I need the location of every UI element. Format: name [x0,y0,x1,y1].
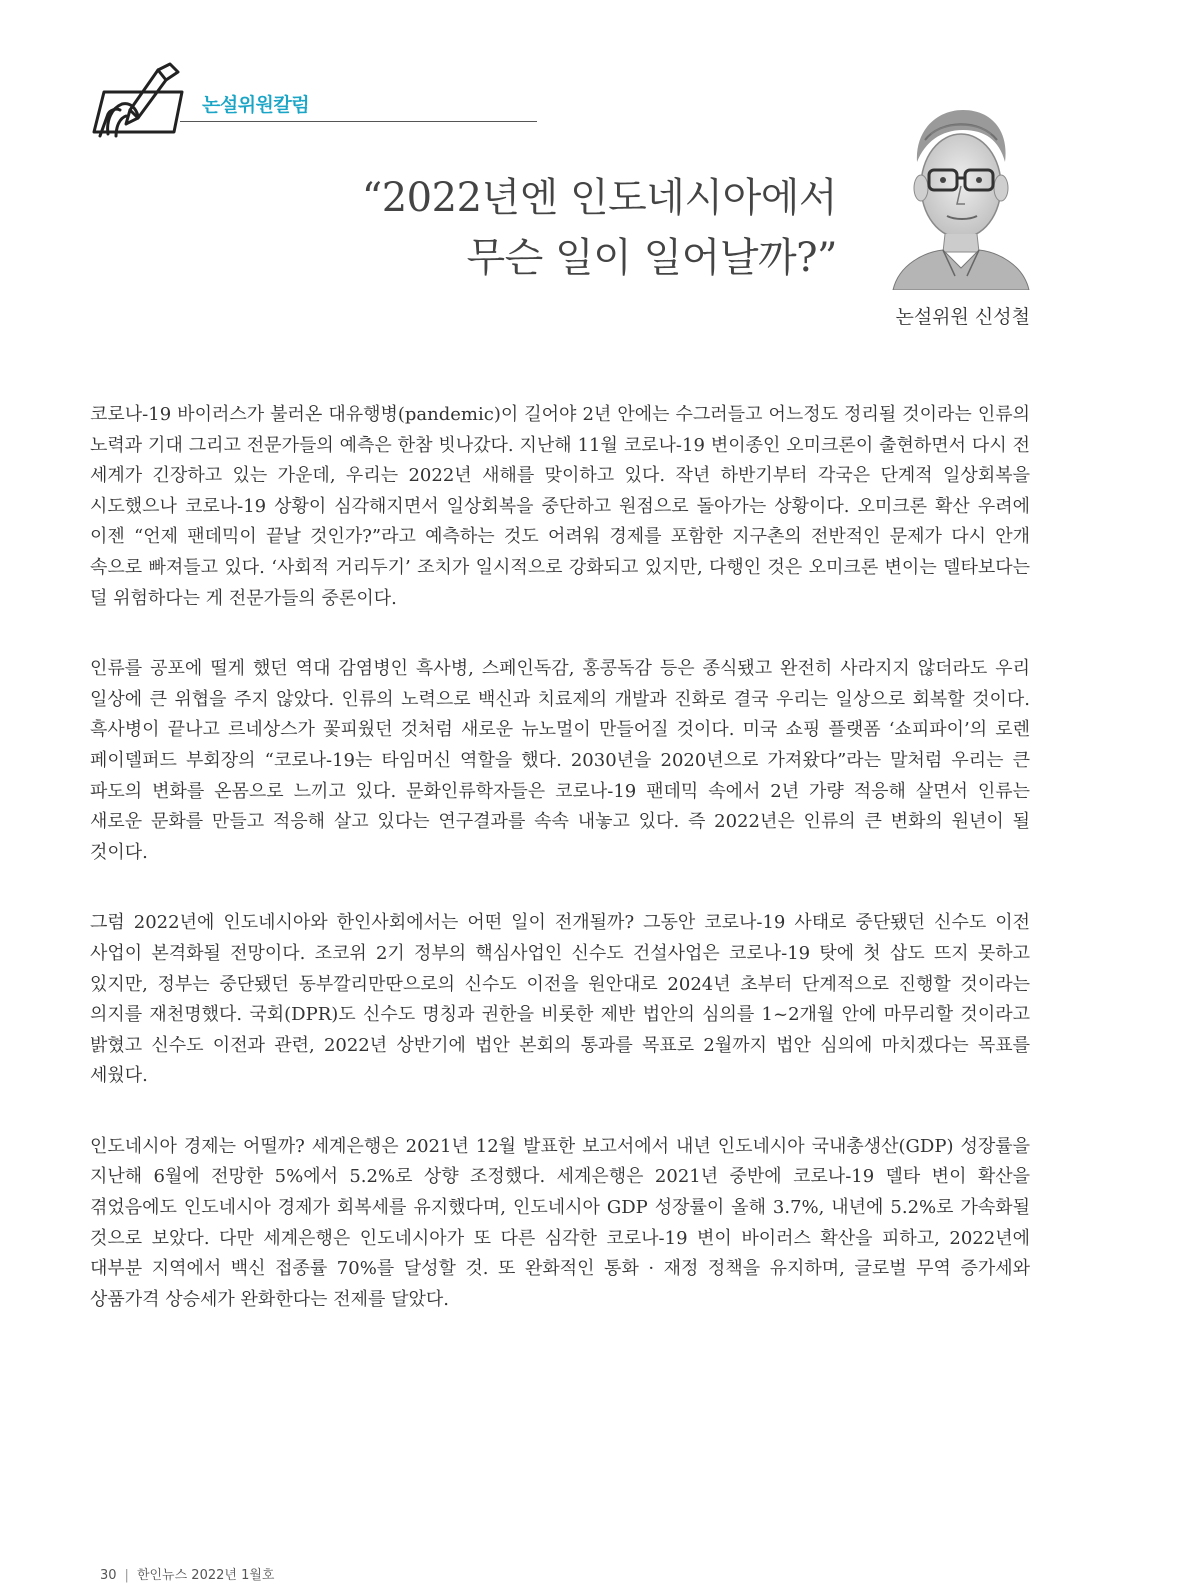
article-paragraph: 코로나-19 바이러스가 불러온 대유행병(pandemic)이 길어야 2년 안에는 수그러들고 어느정도 정리될 것이라는 인류의 노력과 기대 그리고 전문가들의 예측은 한참 빗나갔다. 지난해 11월 코로나-19 변이종인 오미크론이 출현하면서 다시 전 세계가 긴장하고 있는 가운데, 우리는 2022년 새해를 맞이하고 있다. 작년 하반기부터 각국은 단계적 일상회복을 시도했으나 코로나-19 상황이 심각해지면서 일상회복을 중단하고 원점으로 돌아가는 상황이다. 오미크론 확산 우려에 이젠 “언제 팬데믹이 끝날 것인가?”라고 예측하는 것도 어려워 경제를 포함한 지구촌의 전반적인 문제가 다시 안개 속으로 빠져들고 있다. ‘사회적 거리두기’ 조치가 일시적으로 강화되고 있지만, 다행인 것은 오미크론 변이는 델타보다는 덜 위험하다는 게 전문가들의 중론이다. [90,404,1030,609]
article-paragraph: 인류를 공포에 떨게 했던 역대 감염병인 흑사병, 스페인독감, 홍콩독감 등은 종식됐고 완전히 사라지지 않더라도 우리 일상에 큰 위협을 주지 않았다. 인류의 노력으로 백신과 치료제의 개발과 진화로 결국 우리는 일상으로 회복할 것이다. 흑사병이 끝나고 르네상스가 꽃피웠던 것처럼 새로운 뉴노멀이 만들어질 것이다. 미국 쇼핑 플랫폼 ‘쇼피파이’의 로렌 페이델퍼드 부회장의 “코로나-19는 타임머신 역할을 했다. 2030년을 2020년으로 가져왔다”라는 말처럼 우리는 큰 파도의 변화를 온몸으로 느끼고 있다. 문화인류학자들은 코로나-19 팬데믹 속에서 2년 가량 적응해 살면서 인류는 새로운 문화를 만들고 적응해 살고 있다는 연구결과를 속속 내놓고 있다. 즉 2022년은 인류의 큰 변화의 원년이 될 것이다. [90,658,1031,863]
author-portrait [885,100,1035,290]
headline-line-2: 무슨 일이 일어날까?” [466,235,837,281]
footer-separator: | [124,1568,129,1583]
article-paragraph: 인도네시아 경제는 어떨까? 세계은행은 2021년 12월 발표한 보고서에서 내년 인도네시아 국내총생산(GDP) 성장률을 지난해 6월에 전망한 5%에서 5.2%로 상향 조정했다. 세계은행은 2021년 중반에 코로나-19 델타 변이 확산을 겪었음에도 인도네시아 경제가 회복세를 유지했다며, 인도네시아 GDP 성장률이 올해 3.7%, 내년에 5.2%로 가속화될 것으로 보았다. 다만 세계은행은 인도네시아가 또 다른 심각한 코로나-19 변이 바이러스 확산을 피하고, 2022년에 대부분 지역에서 백신 접종률 70%를 달성할 것. 또 완화적인 통화 · 재정 정책을 유지하며, 글로벌 무역 증가세와 상품가격 상승세가 완화한다는 전제를 달았다. [90,1135,1030,1310]
page-footer [100,1564,274,1583]
publication-name: 한인뉴스 2022년 1월호 [136,1568,275,1583]
article-paragraph: 그럼 2022년에 인도네시아와 한인사회에서는 어떤 일이 전개될까? 그동안 코로나-19 사태로 중단됐던 신수도 이전 사업이 본격화될 전망이다. 조코위 2기 정부의 핵심사업인 신수도 건설사업은 코로나-19 탓에 첫 삽도 뜨지 못하고 있지만, 정부는 중단됐던 동부깔리만딴으로의 신수도 이전을 원안대로 2024년 초부터 단계적으로 진행할 것이라는 의지를 재천명했다. 국회(DPR)도 신수도 명칭과 권한을 비롯한 제반 법안의 심의를 1~2개월 안에 마무리할 것이라고 밝혔고 신수도 이전과 관련, 2022년 상반기에 법안 본회의 통과를 목표로 2월까지 법안 심의에 마치겠다는 목표를 세웠다. [90,912,1030,1087]
writing-hand-pencil-icon [86,62,196,142]
article-body [90,400,1030,1355]
page-number: 30 [100,1568,117,1583]
section-label: 논설위원칼럼 [202,94,310,116]
author-byline: 논설위원 신성철 [895,306,1030,328]
headline-line-1: “2022년엔 인도네시아에서 [361,175,837,221]
headline [362,168,837,288]
section-divider [180,121,537,122]
